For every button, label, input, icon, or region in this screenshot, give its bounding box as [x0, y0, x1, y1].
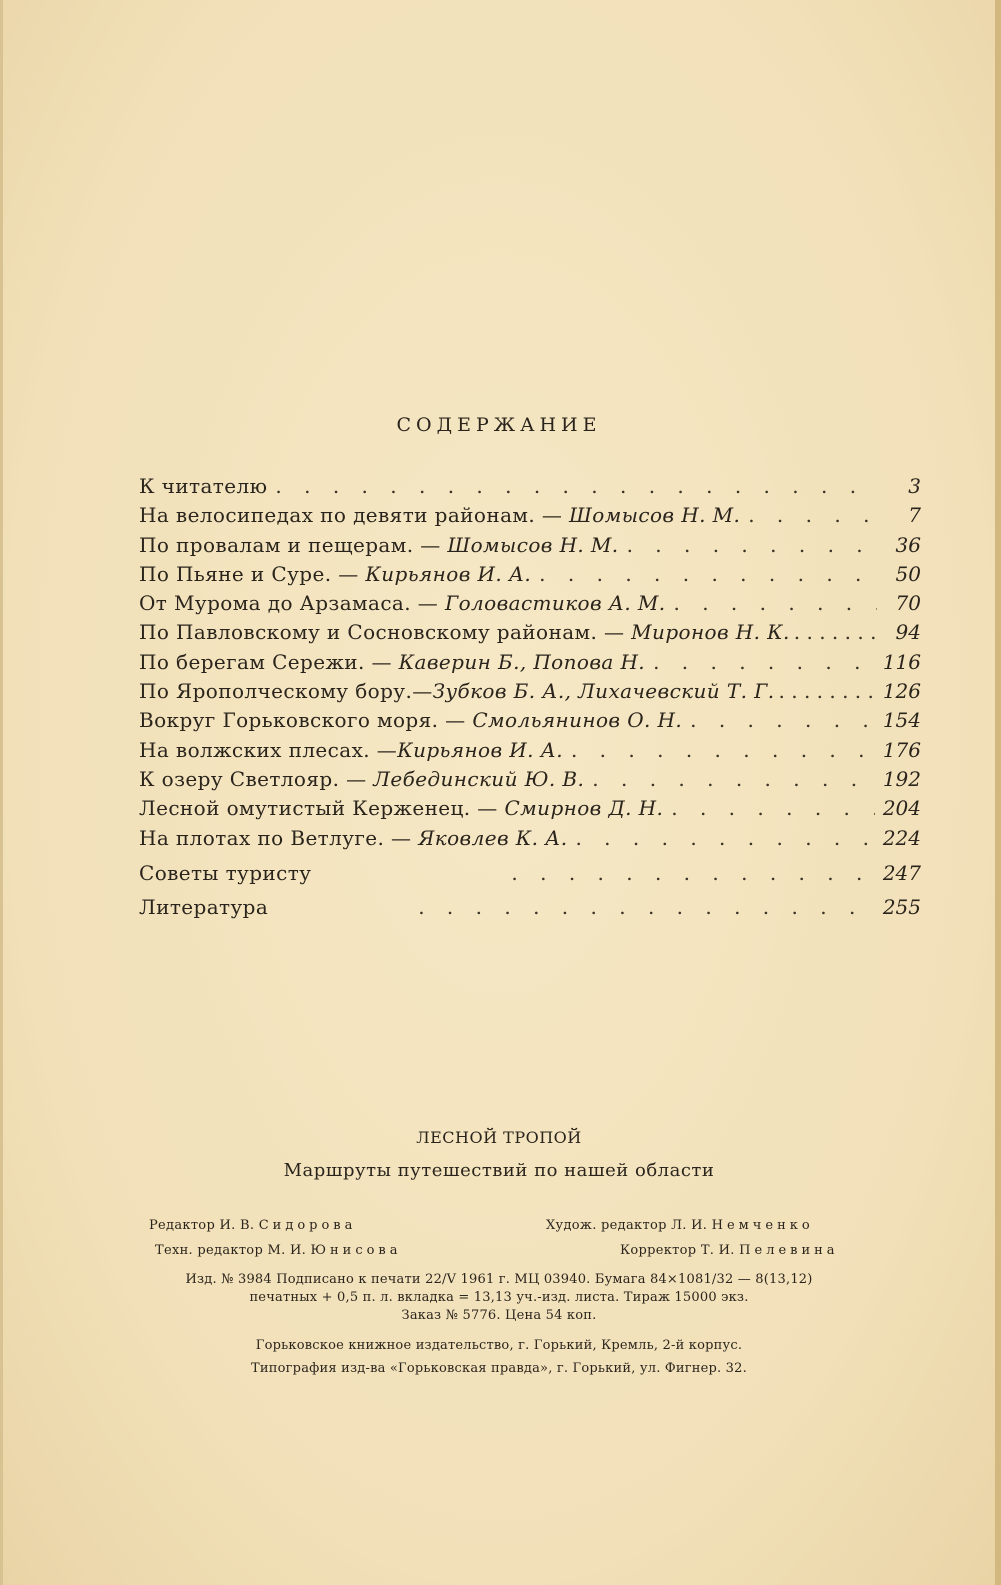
toc-entry-page: 247	[882, 860, 921, 885]
toc-entry-page: 94	[895, 620, 921, 645]
toc-entry	[139, 533, 921, 562]
book-title: ЛЕСНОЙ ТРОПОЙ	[416, 1128, 582, 1147]
leader-dots	[653, 650, 875, 674]
toc-entry-author: Кирьянов И. А.	[365, 561, 532, 586]
toc-entry-author: Зубков Б. А., Лихачевский Т. Г.	[432, 679, 775, 704]
toc-entry-title: По Ярополческому бору.—Зубков Б. А., Лихачевский Т. Г.	[139, 679, 775, 704]
toc-entry-title: На плотах по Ветлуге. — Яковлев К. А.	[139, 825, 568, 850]
toc-entry-page: 255	[882, 894, 921, 919]
toc-entry-author: Смольянинов О. Н.	[472, 708, 683, 733]
toc-entry-title: Советы туристу	[139, 860, 312, 885]
toc-entry-title: По провалам и пещерам. — Шомысов Н. М.	[139, 532, 619, 557]
toc-entry-author: Каверин Б., Попова Н.	[398, 649, 646, 674]
toc-entry-title: Лесной омутистый Керженец. — Смирнов Д. Н.	[139, 796, 664, 821]
toc-entry-page: 36	[895, 532, 921, 557]
toc-entry-author: Миронов Н. К.	[631, 620, 790, 645]
toc-entry-page: 224	[882, 825, 921, 850]
toc-entry-title: Вокруг Горьковского моря. — Смольянинов О. Н.	[139, 708, 683, 733]
toc-entry-page: 126	[882, 679, 921, 704]
leader-dots	[671, 796, 875, 820]
leader-dots	[690, 708, 875, 732]
imprint-line: Изд. № 3984 Подписано к печати 22/V 1961 г. МЦ 03940. Бумага 84×1081/32 — 8(13,12)	[185, 1272, 813, 1287]
toc-entry-title: По Павловскому и Сосновскому районам. — Миронов Н. К.	[139, 620, 790, 645]
toc-entry-author: Лебединский Ю. В.	[373, 766, 585, 791]
toc-entry	[139, 562, 921, 591]
table-of-contents	[139, 474, 921, 924]
toc-entry-author: Шомысов Н. М.	[569, 503, 741, 528]
toc-entry	[139, 650, 921, 679]
leader-dots	[627, 533, 877, 557]
staff-art-editor: Худож. редактор Л. И. Немченко	[546, 1218, 814, 1233]
toc-entry	[139, 895, 921, 924]
toc-entry-title: На велосипедах по девяти районам. — Шомысов Н. М.	[139, 503, 741, 528]
imprint-line: Горьковское книжное издательство, г. Горький, Кремль, 2-й корпус.	[255, 1338, 743, 1353]
toc-entry	[139, 620, 921, 649]
leader-dots	[794, 620, 881, 644]
toc-entry	[139, 861, 921, 895]
toc-entry	[139, 503, 921, 532]
book-subtitle: Маршруты путешествий по нашей области	[283, 1160, 715, 1181]
toc-entry	[139, 679, 921, 708]
toc-entry-author: Кирьянов И. А.	[397, 737, 563, 762]
toc-entry-title: По берегам Сережи. — Каверин Б., Попова Н.	[139, 649, 646, 674]
leader-dots	[539, 562, 877, 586]
leader-dots	[779, 679, 879, 703]
toc-entry	[139, 826, 921, 855]
leader-dots	[674, 591, 878, 615]
staff-editor: Редактор И. В. Сидорова	[149, 1218, 357, 1233]
toc-entry-page: 116	[882, 649, 921, 674]
toc-entry-title: От Мурома до Арзамаса. — Головастиков А. М.	[139, 591, 666, 616]
toc-entry-page: 154	[882, 708, 921, 733]
toc-entry-title: По Пьяне и Суре. — Кирьянов И. А.	[139, 561, 532, 586]
toc-entry-author: Яковлев К. А.	[418, 825, 568, 850]
staff-tech-editor: Техн. редактор М. И. Юнисова	[155, 1243, 402, 1258]
imprint-line: печатных + 0,5 п. л. вкладка = 13,13 уч.-изд. листа. Тираж 15000 экз.	[249, 1290, 749, 1305]
leader-dots	[511, 861, 874, 885]
imprint-line: Типография изд-ва «Горьковская правда», г. Горький, ул. Фигнер. 32.	[251, 1361, 747, 1376]
leader-dots	[571, 738, 875, 762]
toc-entry-author: Головастиков А. М.	[444, 591, 666, 616]
toc-entry	[139, 474, 921, 503]
toc-entry-title: Литература	[139, 894, 269, 919]
leader-dots	[575, 826, 874, 850]
toc-entry-author: Смирнов Д. Н.	[504, 796, 664, 821]
toc-entry	[139, 738, 921, 767]
toc-entry-author: Шомысов Н. М.	[447, 532, 619, 557]
toc-entry-page: 176	[882, 737, 921, 762]
toc-entry	[139, 796, 921, 825]
toc-entry	[139, 708, 921, 737]
leader-dots	[418, 895, 875, 919]
toc-entry-title: На волжских плесах. —Кирьянов И. А.	[139, 737, 563, 762]
toc-entry-title: К читателю	[139, 474, 268, 498]
toc-entry-page: 204	[882, 796, 921, 821]
leader-dots	[592, 767, 875, 791]
toc-entry-page: 70	[895, 591, 921, 616]
toc-entry-page: 7	[908, 503, 921, 528]
toc-entry-title: К озеру Светлояр. — Лебединский Ю. В.	[139, 766, 585, 791]
leader-dots	[748, 503, 877, 527]
imprint-line: Заказ № 5776. Цена 54 коп.	[401, 1308, 597, 1323]
staff-proofreader: Корректор Т. И. Пелевина	[620, 1243, 839, 1258]
toc-entry	[139, 767, 921, 796]
toc-entry	[139, 591, 921, 620]
toc-entry-page: 192	[882, 766, 921, 791]
toc-entry-page: 50	[895, 561, 921, 586]
leader-dots	[275, 474, 877, 498]
toc-entry-page: 3	[908, 474, 921, 498]
toc-heading: СОДЕРЖАНИЕ	[396, 414, 602, 436]
